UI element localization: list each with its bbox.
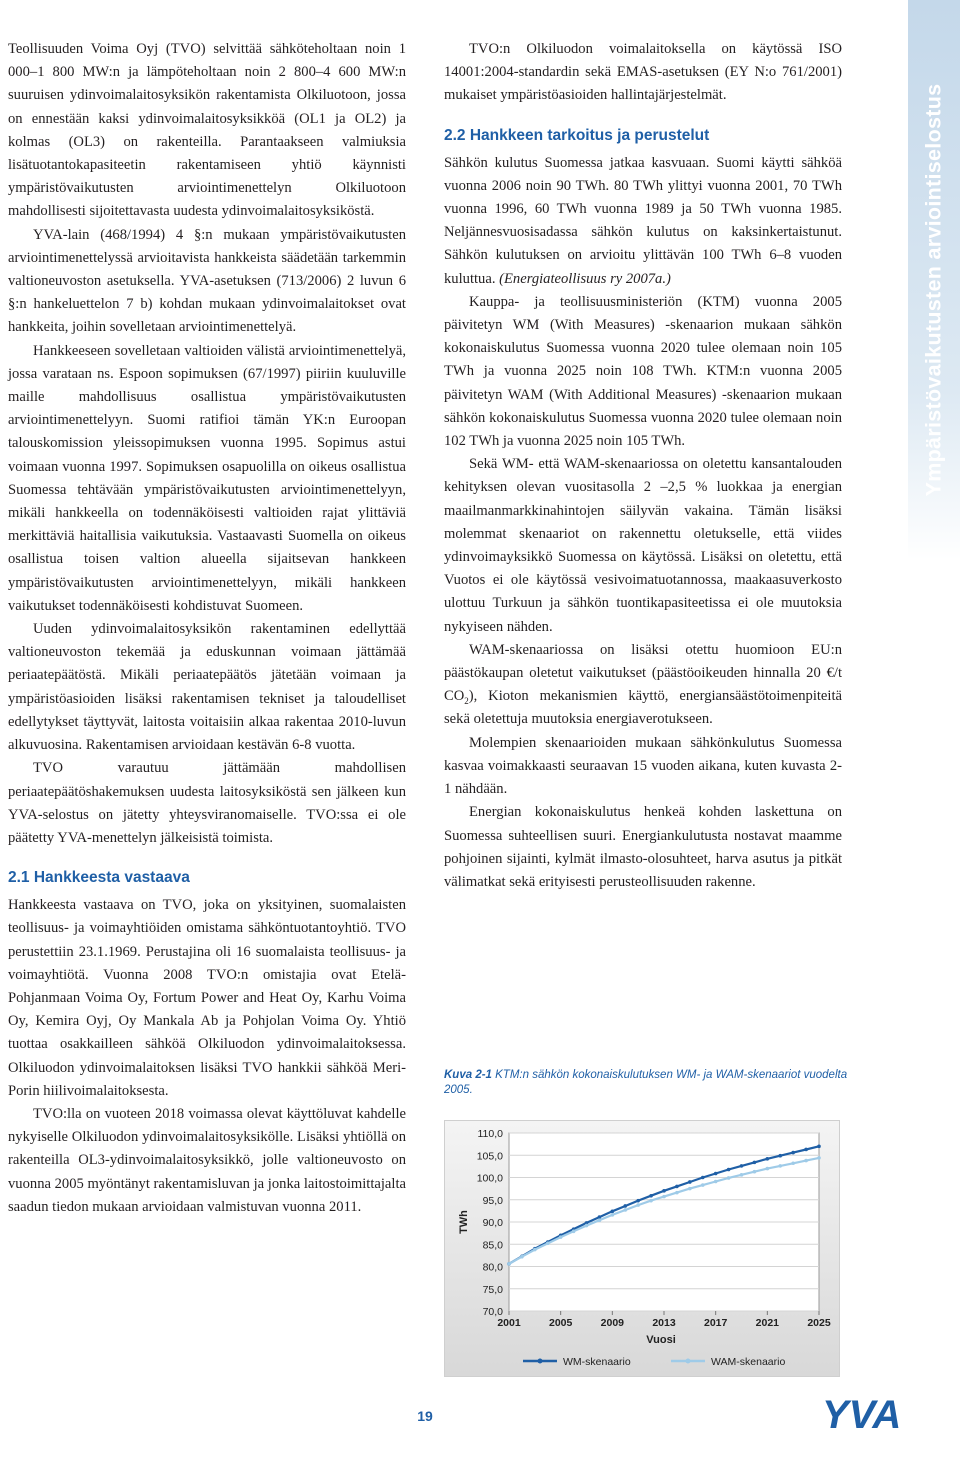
y-tick-label: 75,0 (482, 1283, 503, 1296)
data-point (817, 1156, 821, 1160)
right-paragraph-2 (444, 152, 842, 291)
data-point (611, 1210, 615, 1214)
data-point (585, 1224, 589, 1228)
data-point (753, 1161, 757, 1165)
figure-caption (444, 1068, 854, 1098)
data-point (791, 1151, 795, 1155)
x-tick-label: 2005 (548, 1317, 573, 1329)
data-point (546, 1242, 550, 1246)
data-point (623, 1208, 627, 1212)
data-point (791, 1161, 795, 1165)
data-point (611, 1213, 615, 1217)
left-paragraph-4: Uuden ydinvoimalaitosyksikön rakentaminen edellyttää valtioneuvoston tekemää ja eduskunnan voimaan jättämää periaatepäätöstä. Mikäli periaatepäätös jätetään voimaan ja ympäristöasioiden lisäksi rakentamisen tekniset ja taloudelliset edellytykset täyttyvät, laitosta voitaisiin alkaa rakentaa 2010-luvun alkuvuosina. Rakentamisen arvioidaan kestävän 6-8 vuotta. (8, 621, 406, 754)
data-point (598, 1218, 602, 1222)
data-point (623, 1204, 627, 1208)
section-heading-2-2: 2.2 Hankkeen tarkoitus ja perustelut (444, 126, 710, 144)
data-point (636, 1199, 640, 1203)
co2-subscript: 2 (464, 696, 469, 707)
page-number: 19 (417, 1408, 433, 1424)
data-point (662, 1189, 666, 1193)
right-paragraph-4: Sekä WM- että WAM-skenaariossa on oletettu kansantalouden kehityksen olevan vuositasolla 2 –2,5 % luokkaa ja energian maailmanmarkkinahintojen säilyvän vakaina. Tämän lisäksi molemmat skenaariot on rakennettu oletukselle, että viides ydinvoimayksikkö Suomessa on käytössä. Lisäksi on oletettu, että Vuotos ei ole käytössä vesivoimatuotannossa, maakaasuverkosto ulottuu Turkuun ja sähkön tuontikapasiteetissa ei ole muutoksia nykyiseen nähden. (444, 456, 842, 635)
data-point (675, 1191, 679, 1195)
x-tick-label: 2017 (703, 1317, 728, 1329)
data-point (753, 1170, 757, 1174)
right-column (444, 38, 842, 894)
left-column (8, 38, 406, 1219)
y-tick-label: 95,0 (482, 1194, 503, 1207)
right-paragraph-6: Molempien skenaarioiden mukaan sähkönkulutus Suomessa kasvaa voimakkaasti seuraavan 15 vuoden aikana, kuten kuvasta 2-1 nähdään. (444, 734, 842, 798)
right-paragraph-7: Energian kokonaiskulutus henkeä kohden laskettuna on Suomessa suhteellisen suuri. Energiankulutusta nostavat maamme pohjoinen sijainti, kylmät ilmasto-olosuhteet, harva asutus ja pitkät välimatkat sekä erityisesti perusteollisuuden rakenne. (444, 804, 842, 890)
legend-label: WM-skenaario (563, 1356, 631, 1368)
data-point (766, 1167, 770, 1171)
yva-logo (818, 1390, 918, 1436)
data-point (688, 1187, 692, 1191)
left-paragraph-6: Hankkeesta vastaava on TVO, joka on yksityinen, suomalaisten teollisuus- ja voimayhtiöiden omistama sähköntuotantoyhtiö. TVO perustettiin 23.1.1969. Perustajina oli 16 suomalaista teollisuus- ja voimayhtiötä. Vuonna 2008 TVO:n omistajia ovat Etelä-Pohjanmaan Voima Oy, Fortum Power and Heat Oy, Karhu Voima Oy, Kemira Oyj, Oy Mankala Ab ja Pohjolan Voima Oy. Yhtiö tuottaa osakkailleen sähköä Olkiluodon ydinvoimalaitoksessa. Olkiluodon ydinvoimalaitoksen lisäksi TVO hankkii sähköä Meri-Porin hiilivoimalaitoksesta. (8, 897, 406, 1099)
data-point (804, 1159, 808, 1163)
yva-logo-text: YVA (822, 1393, 902, 1436)
data-point (817, 1145, 821, 1149)
x-tick-label: 2025 (807, 1317, 831, 1329)
figure-caption-text: KTM:n sähkön kokonaiskulutuksen WM- ja WAM-skenaariot vuodelta 2005. (444, 1069, 848, 1096)
data-point (766, 1157, 770, 1161)
legend-marker (686, 1359, 691, 1364)
figure-caption-label: Kuva 2-1 (444, 1069, 492, 1081)
data-point (688, 1180, 692, 1184)
data-point (572, 1230, 576, 1234)
data-point (533, 1248, 537, 1252)
y-tick-label: 80,0 (482, 1261, 503, 1274)
legend-label: WAM-skenaario (711, 1356, 786, 1368)
data-point (649, 1199, 653, 1203)
right-paragraph-5 (444, 639, 842, 732)
legend-marker (538, 1359, 543, 1364)
x-axis-label: Vuosi (646, 1334, 676, 1346)
y-axis-label: TWh (458, 1210, 470, 1234)
x-tick-label: 2009 (600, 1317, 625, 1329)
y-tick-label: 85,0 (482, 1239, 503, 1252)
data-point (714, 1172, 718, 1176)
data-point (714, 1180, 718, 1184)
x-tick-label: 2001 (497, 1317, 521, 1329)
right-paragraph-5-b: ), Kioton mekanismien käyttö, energiansäästötoimenpiteitä sekä oletettuja muutoksia energiaverotukseen. (444, 688, 842, 728)
data-point (559, 1235, 563, 1239)
data-point (636, 1203, 640, 1207)
data-point (675, 1185, 679, 1189)
line-chart (445, 1121, 839, 1376)
right-paragraph-2-text: Sähkön kulutus Suomessa jatkaa kasvuaan. Suomi käytti sähköä vuonna 2006 noin 90 TWh. 80 TWh ylittyi vuonna 2001, 70 TWh vuonna 1996, 60 TWh vuonna 1989 ja 50 TWh vuonna 1985. Neljännesvuosisadassa sähkön kulutus on kaksinkertaistunut. Sähkön kulutuksen on arvioitu ylittävän 100 TWh 6–8 vuoden kuluttua. (444, 154, 842, 287)
chart-figure (444, 1120, 840, 1377)
data-point (740, 1164, 744, 1168)
data-point (740, 1173, 744, 1177)
data-point (804, 1148, 808, 1152)
y-tick-label: 110,0 (477, 1128, 503, 1140)
source-citation: (Energiateollisuus ry 2007a.) (499, 270, 671, 287)
data-point (778, 1154, 782, 1158)
data-point (701, 1183, 705, 1187)
data-point (701, 1176, 705, 1180)
y-tick-label: 105,0 (476, 1150, 503, 1163)
right-paragraph-3: Kauppa- ja teollisuusministeriön (KTM) vuonna 2005 päivitetyn WM (With Measures) -skenaarion mukaan sähkön kokonaiskulutus Suomessa vuonna 2020 tulee olemaan noin 105 TWh ja vuonna 2025 noin 108 TWh. KTM:n vuonna 2005 päivitetyn WAM (With Additional Measures) -skenaarion mukaan sähkön kokonaiskulutus Suomessa vuonna 2020 tulee olemaan noin 102 TWh ja vuonna 2025 noin 105 TWh. (444, 293, 842, 450)
data-point (649, 1194, 653, 1198)
data-point (507, 1262, 511, 1266)
left-paragraph-7: TVO:lla on vuoteen 2018 voimassa olevat käyttöluvat kahdelle nykyiselle Olkiluodon ydinvoimalaitosyksikölle. Lisäksi yhtiöllä on rakenteilla OL3-ydinvoimalaitosyksikkö, jolle valtioneuvosto on vuonna 2005 myöntänyt rakentamisluvan ja jonka laitostoimittajalta saadun tiedon mukaan arvioidaan valmistuvan vuonna 2011. (8, 1105, 407, 1215)
right-paragraph-1: TVO:n Olkiluodon voimalaitoksella on käytössä ISO 14001:2004-standardin sekä EMAS-asetuksen (EY N:o 761/2001) mukaiset ympäristöasioiden hallintajärjestelmät. (444, 41, 842, 104)
y-tick-label: 90,0 (482, 1217, 503, 1229)
data-point (727, 1176, 731, 1180)
data-point (520, 1255, 524, 1259)
right-paragraph-5-a: WAM-skenaariossa on lisäksi otettu huomioon EU:n päästökaupan oletetut vaikutukset (päästöoikeuden hinnalla 20 €/t CO (444, 641, 842, 705)
sidebar-title: Ympäristövaikutusten arviointiselostus (921, 83, 946, 497)
x-tick-label: 2013 (652, 1317, 676, 1329)
left-paragraph-1: Teollisuuden Voima Oyj (TVO) selvittää sähköteholtaan noin 1 000–1 800 MW:n ja lämpöteholtaan noin 2 800–4 600 MW:n suuruisen ydinvoimalaitosyksikön rakentamista Olkiluotoon, jossa on ennestään kaksi ydinvoimalaitosyksikköä (OL1 ja OL2) ja kolmas (OL3) on rakenteilla. Parantaakseen valmiuksia lisätuotantokapasiteetin rakentamiseen yhtiö käynnisti ympäristövaikutusten arviointimenettelyn Olkiluotoon mahdollisesti sijoitettavasta uudesta ydinvoimalaitosyksiköstä. (8, 41, 406, 220)
left-paragraph-3: Hankkeeseen sovelletaan valtioiden välistä arviointimenettelyä, jossa varataan ns. Espoon sopimuksen (67/1997) piiriin kuuluville maille mahdollisuus osallistua ympäristövaikutusten arviointimenettelyyn. Suomi ratifioi tämän YK:n Euroopan talouskomission yleissopimuksen vuonna 1995. Sopimus astui voimaan vuonna 1997. Sopimuksen osapuolilla on oikeus osallistua Suomessa tehtävään ympäristövaikutusten arviointimenettelyyn, mikäli hankkeella on todennäköisesti valtioiden rajat ylittäviä merkittäviä haitallisia vaikutuksia. Vastaavasti Suomella on oikeus osallistua toisen valtion alueella sijaitsevan hankkeen ympäristövaikutusten arviointimenettelyyn, mikäli hankkeen vaikutukset todennäköisesti kohdistuvat Suomeen. (8, 342, 406, 614)
data-point (598, 1215, 602, 1219)
data-point (727, 1168, 731, 1172)
data-point (662, 1195, 666, 1199)
data-point (778, 1164, 782, 1168)
x-tick-label: 2021 (755, 1317, 780, 1329)
section-heading-2-1: 2.1 Hankkeesta vastaava (8, 869, 190, 887)
left-paragraph-2: YVA-lain (468/1994) 4 §:n mukaan ympäristövaikutusten arviointimenettelyssä arvioitavista hankkeista säädetään tarkemmin valtioneuvoston asetuksella. YVA-asetuksen (713/2006) 2 luvun 6 §:n hankeluettelon 7 b) kohdan mukaan ydinvoimalaitokset ovat hankkeita, joihin sovelletaan arviointimenettelyä. (8, 226, 406, 336)
y-tick-label: 70,0 (482, 1306, 503, 1318)
y-tick-label: 100,0 (476, 1172, 503, 1185)
left-paragraph-5: TVO varautuu jättämään mahdollisen periaatepäätöshakemuksen uudesta laitosyksiköstä sen jälkeen kun YVA-selostus on jätetty yhteysviranomaiselle. TVO:ssa ei ole päätetty YVA-menettelyn jälkeisistä toimista. (8, 760, 406, 846)
